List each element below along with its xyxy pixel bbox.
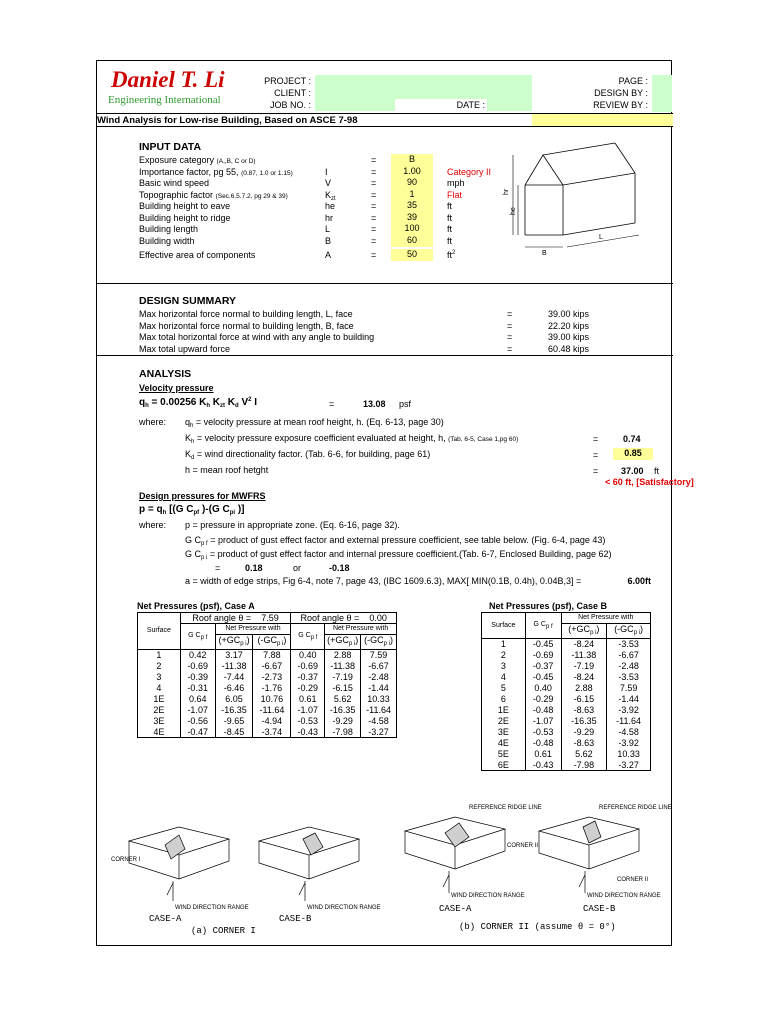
table-b-title: Net Pressures (psf), Case B <box>489 601 608 611</box>
input-symbol: hr <box>325 212 334 223</box>
net-with-header: Net Pressure with <box>561 613 651 624</box>
table-row <box>482 672 651 683</box>
value-cell: -6.15 <box>325 683 361 694</box>
gcpi-or: or <box>293 563 302 573</box>
value-cell: -0.43 <box>525 760 561 771</box>
he-dim-label: he <box>510 207 517 215</box>
value-cell: -11.38 <box>215 661 253 672</box>
gcpi-positive: 0.18 <box>245 563 263 573</box>
h-unit: ft <box>654 466 660 476</box>
value-cell: 7.59 <box>607 683 651 694</box>
input-label-text: Topographic factor <box>139 189 214 200</box>
surface-cell: 3E <box>138 716 181 727</box>
value-cell: 0.42 <box>180 650 215 661</box>
summary-value: 60.48 kips <box>548 343 590 354</box>
value-cell: -7.98 <box>325 727 361 738</box>
table-row <box>138 683 397 694</box>
value-cell: -3.74 <box>253 727 291 738</box>
title-bar <box>97 113 673 127</box>
corner-label: CORNER II <box>617 877 649 883</box>
summary-label: Max horizontal force normal to building length, B, face <box>139 320 354 331</box>
surface-header: Surface <box>482 613 526 639</box>
surface-cell: 3E <box>482 727 526 738</box>
input-unit: ft <box>447 201 453 211</box>
qh-equation: $q_h = 0.00256$ $K_h$ $K_{zt}$ $K_d$ $V^2$ I <box>139 397 258 409</box>
input-label-text: Basic wind speed <box>139 178 210 188</box>
caption-corner-2: (b) CORNER II (assume θ = 0°) <box>459 922 616 932</box>
kh-equals: = <box>593 434 599 444</box>
input-equals: = <box>371 166 377 177</box>
input-unit: ft <box>447 224 453 234</box>
net-pressures-case-b-table <box>481 612 651 771</box>
value-cell: -3.92 <box>607 705 651 716</box>
job-no-field[interactable] <box>315 99 395 111</box>
net-pressures-case-a-table <box>137 612 397 738</box>
value-cell: -7.98 <box>561 760 607 771</box>
neg-gcpi-header: $(-GC_{p i})$ <box>253 635 291 650</box>
input-value-field[interactable]: 1 <box>391 189 433 201</box>
caption-corner-1: (a) CORNER I <box>191 926 256 936</box>
corner-label: CORNER I <box>111 857 141 863</box>
value-cell: -0.48 <box>525 705 561 716</box>
value-cell: -8.24 <box>561 639 607 650</box>
a-value: 6.00 <box>627 576 645 586</box>
input-equals: = <box>371 250 377 260</box>
table-row <box>482 749 651 760</box>
velocity-pressure-heading: Velocity pressure <box>139 383 214 393</box>
table-row <box>482 661 651 672</box>
input-symbol: I <box>325 166 328 177</box>
p-equation: $p = q_h$ [(G $C_{pf}$ )-(G $C_{pi}$ )] <box>139 504 245 516</box>
table-row <box>138 705 397 716</box>
value-cell: 0.61 <box>525 749 561 760</box>
qh-value: 13.08 <box>363 399 386 409</box>
value-cell: -7.19 <box>561 661 607 672</box>
table-a-title: Net Pressures (psf), Case A <box>137 601 255 611</box>
input-value-field[interactable]: 1.00 <box>391 166 433 178</box>
value-cell: -0.39 <box>180 672 215 683</box>
value-cell: 0.64 <box>180 694 215 705</box>
surface-cell: 1 <box>482 639 526 650</box>
net-with-header-1: Net Pressure with <box>215 624 291 635</box>
surface-cell: 1 <box>138 650 181 661</box>
surface-cell: 2 <box>138 661 181 672</box>
input-label-text: Building length <box>139 224 199 234</box>
input-label-text: Effective area of components <box>139 250 256 260</box>
value-cell: 5.62 <box>325 694 361 705</box>
summary-label: Max total upward force <box>139 343 231 354</box>
input-label-text: Building height to eave <box>139 201 231 211</box>
value-cell: -1.07 <box>291 705 325 716</box>
value-cell: 10.33 <box>361 694 397 705</box>
surface-cell: 4E <box>482 738 526 749</box>
sheet-title: Wind Analysis for Low-rise Building, Based on ASCE 7-98 <box>97 115 358 126</box>
summary-value: 39.00 kips <box>548 309 590 319</box>
page-label: PAGE : <box>618 76 648 86</box>
input-value-field[interactable]: B <box>391 154 433 166</box>
input-symbol: he <box>325 201 336 211</box>
input-equals: = <box>371 212 377 223</box>
section-divider <box>97 283 673 284</box>
value-cell: 2.88 <box>561 683 607 694</box>
value-cell: -1.44 <box>607 694 651 705</box>
value-cell: -9.65 <box>215 716 253 727</box>
input-note: (0.87, 1.0 or 1.15) <box>241 169 293 177</box>
input-note: (Sec.6.5.7.2, pg 29 & 39) <box>215 192 288 200</box>
value-cell: 0.40 <box>525 683 561 694</box>
value-cell: 10.33 <box>607 749 651 760</box>
input-unit: ft <box>447 212 453 223</box>
building-diagram <box>505 135 665 265</box>
job-no-label: JOB NO. : <box>269 100 311 110</box>
value-cell: -8.45 <box>215 727 253 738</box>
value-cell: -0.69 <box>525 650 561 661</box>
input-value-field[interactable]: 50 <box>391 249 433 261</box>
input-symbol: A <box>325 250 332 260</box>
value-cell: 6.05 <box>215 694 253 705</box>
gcpi-equals: = <box>215 563 221 573</box>
surface-cell: 6 <box>482 694 526 705</box>
surface-cell: 2 <box>482 650 526 661</box>
case-a-label: CASE-A <box>439 904 472 914</box>
input-unit: Category II <box>447 166 492 177</box>
case-a-label: CASE-A <box>149 914 182 924</box>
input-label <box>139 236 195 246</box>
kd-desc-text: = wind directionality factor. (Tab. 6-6, for building, page 61) <box>196 449 431 459</box>
value-cell: -8.24 <box>561 672 607 683</box>
value-cell: -6.67 <box>253 661 291 672</box>
case-b-label: CASE-B <box>583 904 616 914</box>
input-label <box>139 190 288 200</box>
kd-equals: = <box>593 450 599 460</box>
a-unit: ft <box>645 576 651 586</box>
h-description: h = mean roof hetght <box>185 465 269 475</box>
input-label <box>139 213 231 223</box>
kd-description: $K_d$ = wind directionality factor. (Tab. 6-6, for building, page 61) <box>185 449 431 461</box>
surface-header: Surface <box>138 613 181 650</box>
value-cell: -4.94 <box>253 716 291 727</box>
summary-label: Max total horizontal force at wind with any angle to building <box>139 332 375 342</box>
input-label-text: Exposure category <box>139 155 215 165</box>
value-cell: 3.17 <box>215 650 253 661</box>
wind-direction-label: WIND DIRECTION RANGE <box>587 893 661 899</box>
surface-cell: 1E <box>138 694 181 705</box>
value-cell: -0.53 <box>291 716 325 727</box>
input-symbol: L <box>325 224 331 234</box>
input-symbol: B <box>325 235 332 246</box>
table-row <box>482 760 651 771</box>
value-cell: 0.40 <box>291 650 325 661</box>
where-label: where: <box>139 417 167 427</box>
value-cell: 0.61 <box>291 694 325 705</box>
input-symbol: V <box>325 178 332 188</box>
value-cell: 7.88 <box>253 650 291 661</box>
summary-equals: = <box>507 343 513 354</box>
value-cell: -0.48 <box>525 738 561 749</box>
value-cell: -0.31 <box>180 683 215 694</box>
value-cell: -9.29 <box>561 727 607 738</box>
table-row <box>138 694 397 705</box>
value-cell: -4.58 <box>607 727 651 738</box>
value-cell: 2.88 <box>325 650 361 661</box>
value-cell: -6.15 <box>561 694 607 705</box>
value-cell: -6.67 <box>607 650 651 661</box>
case-b-label: CASE-B <box>279 914 312 924</box>
input-unit: ft <box>447 235 453 246</box>
table-row <box>482 683 651 694</box>
table-row <box>482 705 651 716</box>
sheet-header <box>97 61 673 113</box>
value-cell: -1.07 <box>180 705 215 716</box>
h-check: < 60 ft, [Satisfactory] <box>605 477 694 487</box>
value-cell: -16.35 <box>215 705 253 716</box>
value-cell: -8.63 <box>561 705 607 716</box>
input-symbol: $K_{zt}$ <box>325 189 336 202</box>
table-row <box>482 694 651 705</box>
surface-cell: 4 <box>482 672 526 683</box>
neg-gcpi-header: $(-GC_{p i})$ <box>607 624 651 639</box>
project-label: PROJECT : <box>264 76 311 86</box>
value-cell: -0.69 <box>180 661 215 672</box>
value-cell: -3.92 <box>607 738 651 749</box>
surface-cell: 2E <box>482 716 526 727</box>
value-cell: -0.53 <box>525 727 561 738</box>
table-row <box>482 639 651 650</box>
analysis-heading: ANALYSIS <box>139 368 192 380</box>
pressure-zone-diagrams <box>109 797 672 937</box>
value-cell: -16.35 <box>561 716 607 727</box>
value-cell: -3.27 <box>607 760 651 771</box>
net-with-header-2: Net Pressure with <box>325 624 397 635</box>
gcpf-header-2: G Cp f <box>291 624 325 650</box>
company-logo-name: Daniel T. Li <box>111 67 225 92</box>
roof-angle-2: Roof angle θ = 0.00 <box>291 613 397 624</box>
value-cell: -7.19 <box>325 672 361 683</box>
input-label <box>139 250 255 260</box>
input-value-field[interactable]: 100 <box>391 223 433 235</box>
a-description: a = width of edge strips, Fig 6-4, note 7, page 43, (IBC 1609.6.3), MAX[ MIN(0.1B, 0.4h), 0.04B,3] = <box>185 576 582 586</box>
pos-gcpi-header: $(+GC_{p i})$ <box>215 635 253 650</box>
qh-equals: = <box>329 399 335 409</box>
value-cell: 7.59 <box>361 650 397 661</box>
gcpf-header-1: G Cp f <box>180 624 215 650</box>
company-logo-subtitle: Engineering International <box>108 94 221 106</box>
where-label-2: where: <box>139 520 167 530</box>
input-label-text: Building width <box>139 235 195 246</box>
value-cell: -2.48 <box>361 672 397 683</box>
value-cell: -3.53 <box>607 639 651 650</box>
kd-value[interactable]: 0.85 <box>613 448 653 460</box>
gcpf-description: G $C_{p f}$ = product of gust effect factor and external pressure coefficient, see table below. (Fig. 6-4, page 43) <box>185 535 606 547</box>
value-cell: -11.64 <box>607 716 651 727</box>
hr-dim-label: hr <box>503 188 510 195</box>
input-equals: = <box>371 155 377 165</box>
surface-cell: 5E <box>482 749 526 760</box>
gcpi-negative: -0.18 <box>329 563 350 573</box>
input-label-text: Building height to ridge <box>139 212 231 223</box>
value-cell: -16.35 <box>325 705 361 716</box>
input-label <box>139 155 256 165</box>
input-equals: = <box>371 201 377 211</box>
mwfrs-heading: Design pressures for MWFRS <box>139 491 266 501</box>
value-cell: -0.43 <box>291 727 325 738</box>
date-field[interactable] <box>487 99 532 111</box>
value-cell: -0.45 <box>525 639 561 650</box>
title-highlight <box>532 114 673 126</box>
gcpf-header: G Cp f <box>525 613 561 639</box>
value-cell: -8.63 <box>561 738 607 749</box>
table-a-body <box>138 650 397 738</box>
project-client-field[interactable] <box>315 75 532 99</box>
kh-note: (Tab. 6-5, Case 1,pg 60) <box>448 436 519 443</box>
surface-cell: 1E <box>482 705 526 716</box>
input-label <box>139 224 198 234</box>
wind-direction-label: WIND DIRECTION RANGE <box>451 893 525 899</box>
qh-unit: psf <box>399 399 412 409</box>
input-unit: $ft^2$ <box>447 250 456 260</box>
input-value-field[interactable]: 90 <box>391 177 433 189</box>
input-label <box>139 201 230 211</box>
value-cell: -0.37 <box>291 672 325 683</box>
surface-cell: 6E <box>482 760 526 771</box>
value-cell: -6.67 <box>361 661 397 672</box>
neg-gcpi-header: $(-GC_{p i})$ <box>361 635 397 650</box>
input-label <box>139 178 209 188</box>
table-row <box>138 716 397 727</box>
value-cell: -9.29 <box>325 716 361 727</box>
value-cell: -11.64 <box>361 705 397 716</box>
summary-value: 39.00 kips <box>548 332 590 342</box>
table-b-body <box>482 639 651 771</box>
section-divider <box>97 355 673 356</box>
input-note: (A,,B, C or D) <box>216 158 256 165</box>
wind-direction-label: WIND DIRECTION RANGE <box>175 905 249 911</box>
summary-equals: = <box>507 309 513 319</box>
table-row <box>482 738 651 749</box>
design-by-label: DESIGN BY : <box>594 88 648 98</box>
value-cell: 10.76 <box>253 694 291 705</box>
table-row <box>482 716 651 727</box>
input-equals: = <box>371 178 377 188</box>
value-cell: -3.27 <box>361 727 397 738</box>
summary-value: 22.20 kips <box>548 320 590 331</box>
p-description: p = pressure in appropriate zone. (Eq. 6-16, page 32). <box>185 520 400 530</box>
input-data-heading: INPUT DATA <box>139 141 202 153</box>
value-cell: -6.46 <box>215 683 253 694</box>
gcpf-desc-text: = product of gust effect factor and external pressure coefficient, see table below. (Fig. 6-4, page 43) <box>210 535 606 545</box>
table-row <box>138 672 397 683</box>
ridge-label: REFERENCE RIDGE LINE <box>599 805 672 811</box>
pos-gcpi-header: $(+GC_{p i})$ <box>325 635 361 650</box>
value-cell: -4.58 <box>361 716 397 727</box>
gcpi-desc-text: = product of gust effect factor and internal pressure coefficient.(Tab. 6-7, Enclosed Building, page 62) <box>209 549 612 559</box>
table-row <box>482 650 651 661</box>
value-cell: -3.53 <box>607 672 651 683</box>
qh-desc-text: = velocity pressure at mean roof height, h. (Eq. 6-13, page 30) <box>195 417 444 427</box>
input-label <box>139 167 293 177</box>
kh-value: 0.74 <box>623 434 641 444</box>
table-row <box>138 650 397 661</box>
value-cell: -0.56 <box>180 716 215 727</box>
input-unit: Flat <box>447 189 463 200</box>
kh-desc-text: = velocity pressure exposure coefficient evaluated at height, h, <box>196 433 446 443</box>
value-cell: -0.29 <box>291 683 325 694</box>
roof-angle-1: Roof angle θ = 7.59 <box>180 613 291 624</box>
input-equals: = <box>371 224 377 234</box>
l-dim-label: L <box>599 234 603 241</box>
value-cell: 5.62 <box>561 749 607 760</box>
table-row <box>482 727 651 738</box>
client-label: CLIENT : <box>274 88 311 98</box>
pos-gcpi-header: $(+GC_{p i})$ <box>561 624 607 639</box>
ridge-label: REFERENCE RIDGE LINE <box>469 805 542 811</box>
table-row <box>138 727 397 738</box>
surface-cell: 4 <box>138 683 181 694</box>
value-cell: -1.07 <box>525 716 561 727</box>
input-equals: = <box>371 189 377 200</box>
calculation-sheet <box>96 60 694 946</box>
surface-cell: 3 <box>482 661 526 672</box>
summary-equals: = <box>507 332 513 342</box>
h-equals: = <box>593 466 599 476</box>
surface-cell: 5 <box>482 683 526 694</box>
value-cell: -2.48 <box>607 661 651 672</box>
b-dim-label: B <box>542 250 547 257</box>
input-value-field[interactable]: 39 <box>391 212 433 224</box>
review-by-label: REVIEW BY : <box>593 100 648 110</box>
value-cell: -0.69 <box>291 661 325 672</box>
corner-label: CORNER II <box>507 843 539 849</box>
value-cell: -7.44 <box>215 672 253 683</box>
date-label: DATE : <box>456 100 485 110</box>
summary-label: Max horizontal force normal to building length, L, face <box>139 309 353 319</box>
value-cell: -0.37 <box>525 661 561 672</box>
value-cell: -11.64 <box>253 705 291 716</box>
table-row <box>138 661 397 672</box>
wind-direction-label: WIND DIRECTION RANGE <box>307 905 381 911</box>
qh-description: $q_h$ = velocity pressure at mean roof height, h. (Eq. 6-13, page 30) <box>185 417 444 429</box>
gcpi-description: G $C_{p i}$ = product of gust effect factor and internal pressure coefficient.(Tab. 6-7, Enclosed Building, page 62) <box>185 549 612 561</box>
surface-cell: 4E <box>138 727 181 738</box>
input-label-text: Importance factor, pg 55, <box>139 166 239 177</box>
value-cell: -0.29 <box>525 694 561 705</box>
h-value: 37.00 <box>621 466 644 476</box>
value-cell: -0.47 <box>180 727 215 738</box>
input-value-field[interactable]: 35 <box>391 200 433 212</box>
value-cell: -11.38 <box>561 650 607 661</box>
value-cell: -2.73 <box>253 672 291 683</box>
page-design-review-field[interactable] <box>652 75 672 112</box>
surface-cell: 3 <box>138 672 181 683</box>
value-cell: -11.38 <box>325 661 361 672</box>
value-cell: -0.45 <box>525 672 561 683</box>
summary-equals: = <box>507 320 513 331</box>
input-equals: = <box>371 235 377 246</box>
value-cell: -1.76 <box>253 683 291 694</box>
value-cell: -1.44 <box>361 683 397 694</box>
surface-cell: 2E <box>138 705 181 716</box>
kh-description: $K_h$ = velocity pressure exposure coefficient evaluated at height, h, (Tab. 6-5, Case 1,pg 60) <box>185 433 519 445</box>
input-unit: mph <box>447 178 465 188</box>
design-summary-heading: DESIGN SUMMARY <box>139 295 237 307</box>
input-value-field[interactable]: 60 <box>391 235 433 247</box>
